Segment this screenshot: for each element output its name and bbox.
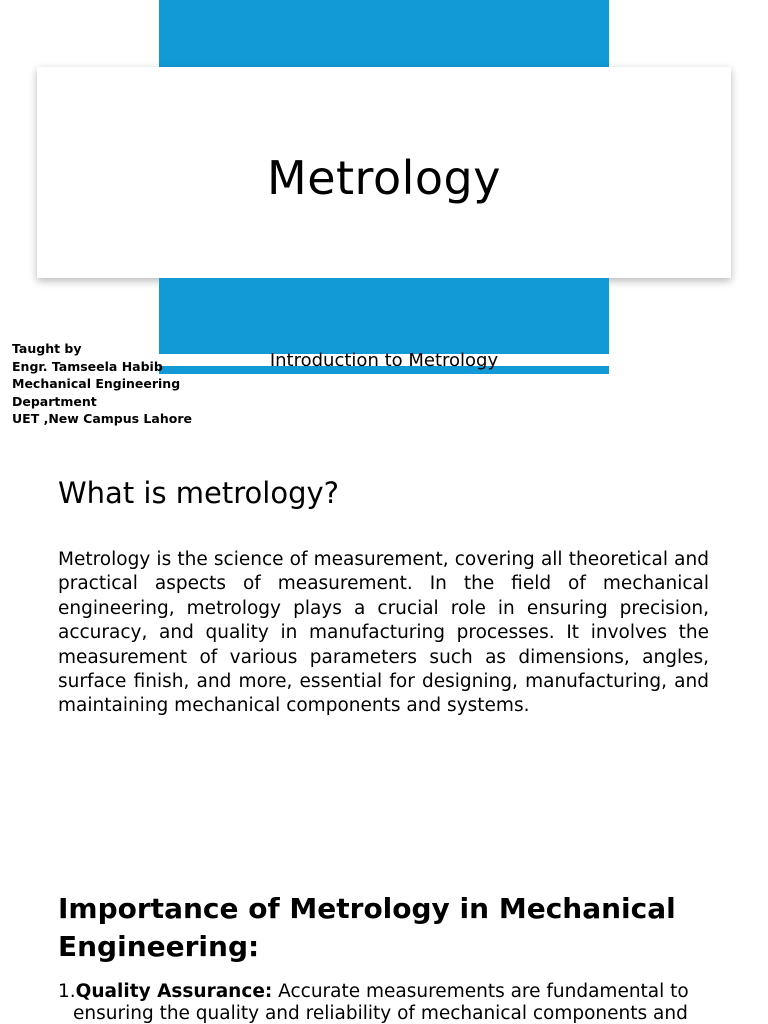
section-heading-what-is-metrology: What is metrology? xyxy=(58,476,340,510)
instructor-name: Engr. Tamseela Habib xyxy=(12,358,163,374)
instructor-info xyxy=(12,340,192,428)
accent-bar-middle xyxy=(159,278,609,354)
list-item-number: 1. xyxy=(58,981,76,1002)
list-item xyxy=(58,981,708,1024)
list-item-term: Quality Assurance: xyxy=(75,981,273,1002)
instructor-line: Department xyxy=(12,393,97,409)
definition-paragraph: Metrology is the science of measurement, covering all theoretical and practical aspects of measurement. In the field of mechanical engineering, metrology plays a crucial role in ensuring precision, accuracy, and quality in manufacturing processes. It involves the measurement of various parameters such as dimensions, angles, surface finish, and more, essential for designing, manufacturing, and maintaining mechanical components and systems. xyxy=(58,549,709,717)
list-item-text-continued: ensuring the quality and reliability of mechanical components and xyxy=(73,1003,688,1024)
instructor-line: Taught by xyxy=(12,341,82,356)
accent-bar-top xyxy=(159,0,609,67)
list-item-text: Accurate measurements are fundamental to xyxy=(272,981,689,1002)
section-heading-importance: Importance of Metrology in Mechanical Engineering: xyxy=(58,892,676,963)
slide-title: Metrology xyxy=(267,150,501,205)
instructor-line: UET ,New Campus Lahore xyxy=(12,411,192,426)
slide-subtitle: Introduction to Metrology xyxy=(269,350,499,371)
instructor-line: Mechanical Engineering xyxy=(12,376,181,391)
title-card xyxy=(37,67,731,278)
